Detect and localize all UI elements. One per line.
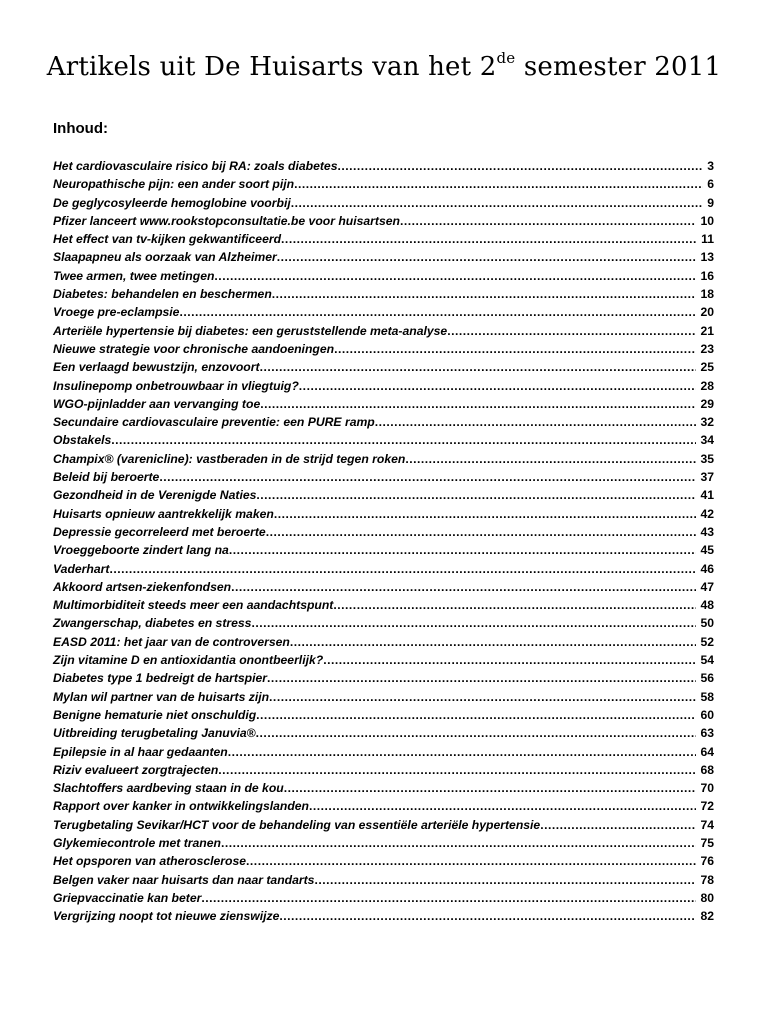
toc-entry-page: 18	[700, 287, 714, 302]
table-of-contents	[53, 157, 714, 925]
toc-entry[interactable]	[53, 633, 714, 651]
toc-entry-title: Diabetes: behandelen en beschermen	[53, 287, 272, 302]
toc-dot-leader	[447, 322, 696, 340]
toc-entry[interactable]	[53, 779, 714, 797]
toc-entry-page: 45	[700, 543, 714, 558]
toc-entry-title: De geglycosyleerde hemoglobine voorbij	[53, 195, 291, 210]
toc-dot-leader	[246, 852, 696, 870]
toc-dot-leader	[400, 212, 696, 230]
toc-entry-title: Akkoord artsen-ziekenfondsen	[53, 579, 232, 594]
toc-entry-page: 48	[700, 598, 714, 613]
toc-entry[interactable]	[53, 797, 714, 815]
toc-entry-page: 35	[700, 451, 714, 466]
toc-entry[interactable]	[53, 614, 714, 632]
toc-entry-title: Diabetes type 1 bedreigt de hartspier	[53, 671, 268, 686]
toc-dot-leader	[109, 560, 696, 578]
toc-entry-title: Rapport over kanker in ontwikkelingslanden	[53, 799, 309, 814]
toc-entry[interactable]	[53, 340, 714, 358]
toc-entry-page: 50	[700, 616, 714, 631]
toc-entry-title: Depressie gecorreleerd met beroerte	[53, 524, 266, 539]
toc-entry-title: Terugbetaling Sevikar/HCT voor de behandeling van essentiële arteriële hypertensie	[53, 817, 541, 832]
toc-entry[interactable]	[53, 175, 714, 193]
toc-entry-title: Belgen vaker naar huisarts dan naar tandarts	[53, 872, 315, 887]
toc-entry-title: Beleid bij beroerte	[53, 470, 160, 485]
toc-dot-leader	[269, 688, 696, 706]
toc-entry-page: 11	[701, 232, 714, 247]
toc-dot-leader	[323, 651, 696, 669]
toc-dot-leader	[375, 413, 697, 431]
toc-entry-page: 63	[700, 726, 714, 741]
toc-entry[interactable]	[53, 395, 714, 413]
toc-entry-title: Epilepsie in al haar gedaanten	[53, 744, 228, 759]
toc-entry-page: 46	[700, 561, 714, 576]
toc-entry[interactable]	[53, 212, 714, 230]
toc-dot-leader	[231, 578, 696, 596]
toc-entry-page: 37	[700, 470, 714, 485]
toc-entry-title: Het cardiovasculaire risico bij RA: zoals diabetes	[53, 159, 338, 173]
toc-dot-leader	[272, 285, 697, 303]
toc-entry[interactable]	[53, 907, 714, 925]
toc-dot-leader	[214, 267, 696, 285]
toc-entry-title: EASD 2011: het jaar van de controversen	[53, 634, 290, 649]
toc-entry-title: Zijn vitamine D en antioxidantia onontbeerlijk?	[53, 653, 324, 668]
toc-entry[interactable]	[53, 358, 714, 376]
document-title-end: semester 2011	[515, 52, 722, 82]
toc-entry[interactable]	[53, 322, 714, 340]
toc-entry-title: Het opsporen van atherosclerose	[53, 854, 247, 869]
toc-entry-page: 60	[700, 707, 714, 722]
toc-entry-title: Een verlaagd bewustzijn, enzovoort	[53, 360, 260, 375]
toc-entry-title: Secundaire cardiovasculaire preventie: een PURE ramp	[53, 415, 375, 430]
toc-entry[interactable]	[53, 852, 714, 870]
toc-entry-title: Gezondheid in de Verenigde Naties	[53, 488, 257, 503]
toc-entry-page: 76	[700, 854, 714, 869]
toc-entry-title: Insulinepomp onbetrouwbaar in vliegtuig?	[53, 378, 299, 393]
toc-entry-page: 80	[700, 890, 714, 905]
toc-dot-leader	[540, 816, 696, 834]
toc-entry[interactable]	[53, 486, 714, 504]
toc-entry-page: 32	[700, 415, 714, 430]
toc-entry[interactable]	[53, 450, 714, 468]
toc-entry-title: Twee armen, twee metingen	[53, 268, 215, 283]
toc-entry[interactable]	[53, 523, 714, 541]
toc-dot-leader	[179, 303, 696, 321]
toc-dot-leader	[260, 395, 696, 413]
toc-entry[interactable]	[53, 871, 714, 889]
toc-entry[interactable]	[53, 230, 714, 248]
toc-dot-leader	[294, 175, 703, 193]
toc-entry-page: 16	[700, 268, 714, 283]
toc-dot-leader	[201, 889, 696, 907]
toc-dot-leader	[260, 358, 697, 376]
toc-heading: Inhoud:	[53, 120, 108, 137]
toc-entry-title: Het effect van tv-kijken gekwantificeerd	[53, 232, 282, 247]
toc-dot-leader	[309, 797, 696, 815]
document-title	[0, 49, 768, 82]
toc-entry-title: Vaderhart	[53, 561, 110, 576]
toc-entry[interactable]	[53, 743, 714, 761]
toc-entry-page: 78	[700, 872, 714, 887]
toc-dot-leader	[111, 431, 696, 449]
toc-dot-leader	[251, 614, 696, 632]
toc-entry-title: Obstakels	[53, 433, 112, 448]
toc-entry-page: 64	[700, 744, 714, 759]
toc-dot-leader	[274, 505, 697, 523]
toc-entry-title: Glykemiecontrole met tranen	[53, 835, 221, 850]
toc-entry-title: Vergrijzing noopt tot nieuwe zienswijze	[53, 909, 280, 924]
toc-entry-page: 74	[700, 817, 714, 832]
toc-dot-leader	[314, 871, 696, 889]
toc-entry[interactable]	[53, 688, 714, 706]
toc-entry[interactable]	[53, 669, 714, 687]
toc-entry-page: 21	[700, 323, 714, 338]
toc-dot-leader	[221, 834, 696, 852]
toc-dot-leader	[159, 468, 696, 486]
toc-entry[interactable]	[53, 761, 714, 779]
toc-entry[interactable]	[53, 560, 714, 578]
toc-entry-page: 41	[700, 488, 714, 503]
toc-dot-leader	[279, 907, 696, 925]
toc-entry-page: 42	[700, 506, 714, 521]
toc-dot-leader	[229, 541, 697, 559]
toc-dot-leader	[284, 779, 697, 797]
toc-dot-leader	[228, 743, 697, 761]
toc-entry-page: 3	[707, 159, 714, 173]
toc-entry[interactable]	[53, 303, 714, 321]
toc-entry-page: 28	[700, 378, 714, 393]
toc-entry-page: 34	[700, 433, 714, 448]
toc-dot-leader	[256, 706, 696, 724]
toc-entry-title: Arteriële hypertensie bij diabetes: een geruststellende meta-analyse	[53, 323, 448, 338]
toc-entry-title: Slachtoffers aardbeving staan in de kou	[53, 781, 284, 796]
toc-entry-page: 70	[700, 781, 714, 796]
toc-entry-title: Nieuwe strategie voor chronische aandoeningen	[53, 341, 335, 356]
toc-entry-page: 58	[700, 689, 714, 704]
toc-entry-page: 75	[700, 835, 714, 850]
toc-entry-page: 47	[700, 579, 714, 594]
toc-entry-page: 10	[700, 213, 714, 228]
toc-entry-title: WGO-pijnladder aan vervanging toe	[53, 396, 261, 411]
toc-entry[interactable]	[53, 157, 714, 175]
toc-entry[interactable]	[53, 194, 714, 212]
toc-dot-leader	[334, 340, 696, 358]
toc-entry[interactable]	[53, 505, 714, 523]
document-title-superscript: de	[496, 49, 516, 67]
toc-entry-title: Slaapapneu als oorzaak van Alzheimer	[53, 250, 277, 265]
toc-entry[interactable]	[53, 413, 714, 431]
toc-entry-page: 6	[707, 177, 714, 192]
toc-entry-page: 13	[700, 250, 714, 265]
toc-dot-leader	[218, 761, 696, 779]
toc-entry-title: Huisarts opnieuw aantrekkelijk maken	[53, 506, 274, 521]
toc-dot-leader	[405, 450, 696, 468]
toc-entry[interactable]	[53, 248, 714, 266]
toc-entry-title: Champix® (varenicline): vastberaden in de strijd tegen roken	[53, 451, 406, 466]
toc-entry-page: 23	[700, 341, 714, 356]
toc-entry-page: 29	[700, 396, 714, 411]
toc-entry-page: 82	[700, 909, 714, 924]
toc-entry[interactable]	[53, 724, 714, 742]
toc-dot-leader	[256, 486, 696, 504]
toc-entry[interactable]	[53, 377, 714, 395]
toc-entry-page: 56	[700, 671, 714, 686]
toc-entry-page: 43	[700, 524, 714, 539]
toc-entry[interactable]	[53, 596, 714, 614]
toc-entry-title: Benigne hematurie niet onschuldig	[53, 707, 257, 722]
toc-entry[interactable]	[53, 578, 714, 596]
toc-entry[interactable]	[53, 285, 714, 303]
toc-entry-title: Neuropathische pijn: een ander soort pijn	[53, 177, 295, 192]
toc-dot-leader	[256, 724, 697, 742]
toc-entry-title: Vroeggeboorte zindert lang na	[53, 543, 229, 558]
toc-entry-page: 25	[700, 360, 714, 375]
toc-entry[interactable]	[53, 431, 714, 449]
toc-dot-leader	[281, 230, 697, 248]
toc-dot-leader	[290, 633, 697, 651]
toc-entry-title: Pfizer lanceert www.rookstopconsultatie.be voor huisartsen	[53, 213, 400, 228]
toc-entry[interactable]	[53, 889, 714, 907]
toc-entry-title: Riziv evalueert zorgtrajecten	[53, 762, 219, 777]
toc-entry-title: Multimorbiditeit steeds meer een aandachtspunt	[53, 598, 334, 613]
toc-dot-leader	[299, 377, 697, 395]
toc-entry-title: Mylan wil partner van de huisarts zijn	[53, 689, 270, 704]
toc-entry-page: 54	[700, 653, 714, 668]
toc-entry-page: 68	[700, 762, 714, 777]
toc-dot-leader	[333, 596, 696, 614]
toc-entry-page: 9	[707, 195, 714, 210]
toc-entry-page: 20	[700, 305, 714, 320]
toc-entry[interactable]	[53, 541, 714, 559]
toc-entry[interactable]	[53, 468, 714, 486]
toc-dot-leader	[277, 248, 697, 266]
toc-entry[interactable]	[53, 651, 714, 669]
toc-dot-leader	[266, 523, 697, 541]
toc-entry-page: 72	[700, 799, 714, 814]
toc-dot-leader	[337, 157, 703, 175]
toc-entry[interactable]	[53, 267, 714, 285]
toc-entry-page: 52	[700, 634, 714, 649]
toc-entry[interactable]	[53, 834, 714, 852]
document-title-main: Artikels uit De Huisarts van het 2	[46, 52, 497, 82]
toc-dot-leader	[291, 194, 704, 212]
toc-entry[interactable]	[53, 816, 714, 834]
toc-entry-title: Uitbreiding terugbetaling Januvia®	[53, 726, 256, 741]
toc-entry-title: Griepvaccinatie kan beter	[53, 890, 202, 905]
toc-entry[interactable]	[53, 706, 714, 724]
toc-dot-leader	[267, 669, 696, 687]
toc-entry-title: Vroege pre-eclampsie	[53, 305, 180, 320]
toc-entry-title: Zwangerschap, diabetes en stress	[53, 616, 252, 631]
